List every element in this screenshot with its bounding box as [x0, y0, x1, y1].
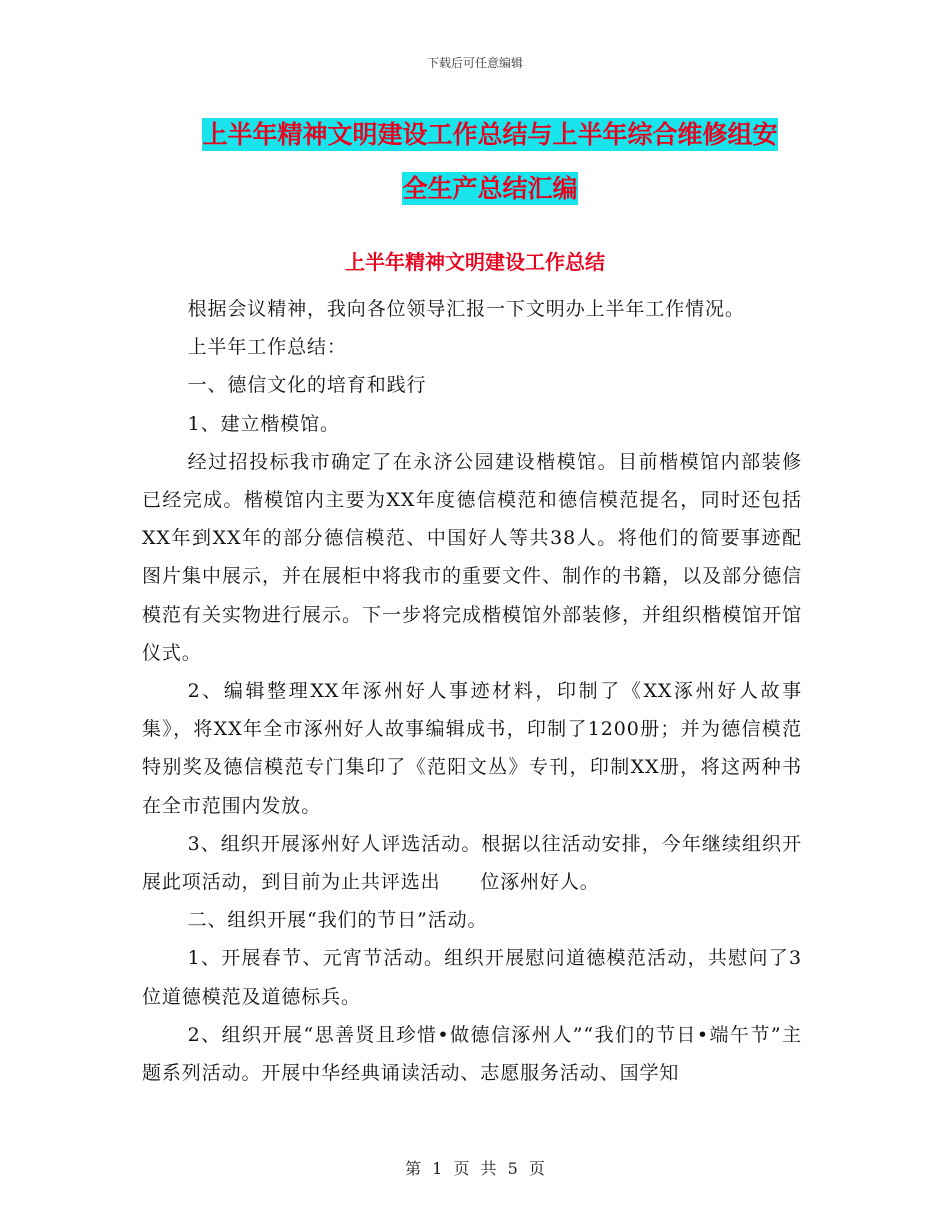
paragraph: 3、组织开展涿州好人评选活动。根据以往活动安排，今年继续组织开展此项活动，到目前为止共评选出 位涿州好人。 [142, 832, 802, 894]
paragraph: 根据会议精神，我向各位领导汇报一下文明办上半年工作情况。 [187, 298, 745, 320]
paragraph: 一、德信文化的培育和践行 [187, 374, 427, 397]
paragraph: 经过招投标我市确定了在永济公园建设楷模馆。目前楷模馆内部装修已经完成。楷模馆内主要为XX年度德信模范和德信模范提名，同时还包括XX年到XX年的部分德信模范、中国好人等共38人。将他们的简要事迹配图片集中展示，并在展柜中将我市的重要文件、制作的书籍，以及部分德信模范有关实物进行展示。下一步将完成楷模馆外部装修，并组织楷模馆开馆仪式。 [142, 450, 802, 664]
document-body [142, 290, 802, 1092]
document-title-line-2: 全生产总结汇编 [402, 174, 578, 203]
paragraph: 2、编辑整理XX年涿州好人事迹材料，印制了《XX涿州好人故事集》，将XX年全市涿州好人故事编辑成书，印制了1200册；并为德信模范特别奖及德信模范专门集印了《范阳文丛》专刊，印制XX册，将这两种书在全市范围内发放。 [142, 680, 802, 817]
paragraph: 二、组织开展“我们的节日”活动。 [187, 909, 488, 932]
page-footer: 第 1 页 共 5 页 [405, 1159, 545, 1178]
paragraph: 上半年工作总结： [187, 336, 347, 359]
document-title-line-1: 上半年精神文明建设工作总结与上半年综合维修组安 [202, 120, 778, 149]
section-title: 上半年精神文明建设工作总结 [345, 250, 605, 274]
paragraph: 2、组织开展“思善贤且珍惜•做德信涿州人”“我们的节日•端午节”主题系列活动。开展中华经典诵读活动、志愿服务活动、国学知 [142, 1023, 802, 1085]
document-title [150, 108, 830, 216]
paragraph: 1、建立楷模馆。 [187, 412, 340, 435]
paragraph: 1、开展春节、元宵节活动。组织开展慰问道德模范活动，共慰问了3位道德模范及道德标兵。 [142, 947, 802, 1008]
header-note: 下载后可任意编辑 [426, 56, 523, 70]
